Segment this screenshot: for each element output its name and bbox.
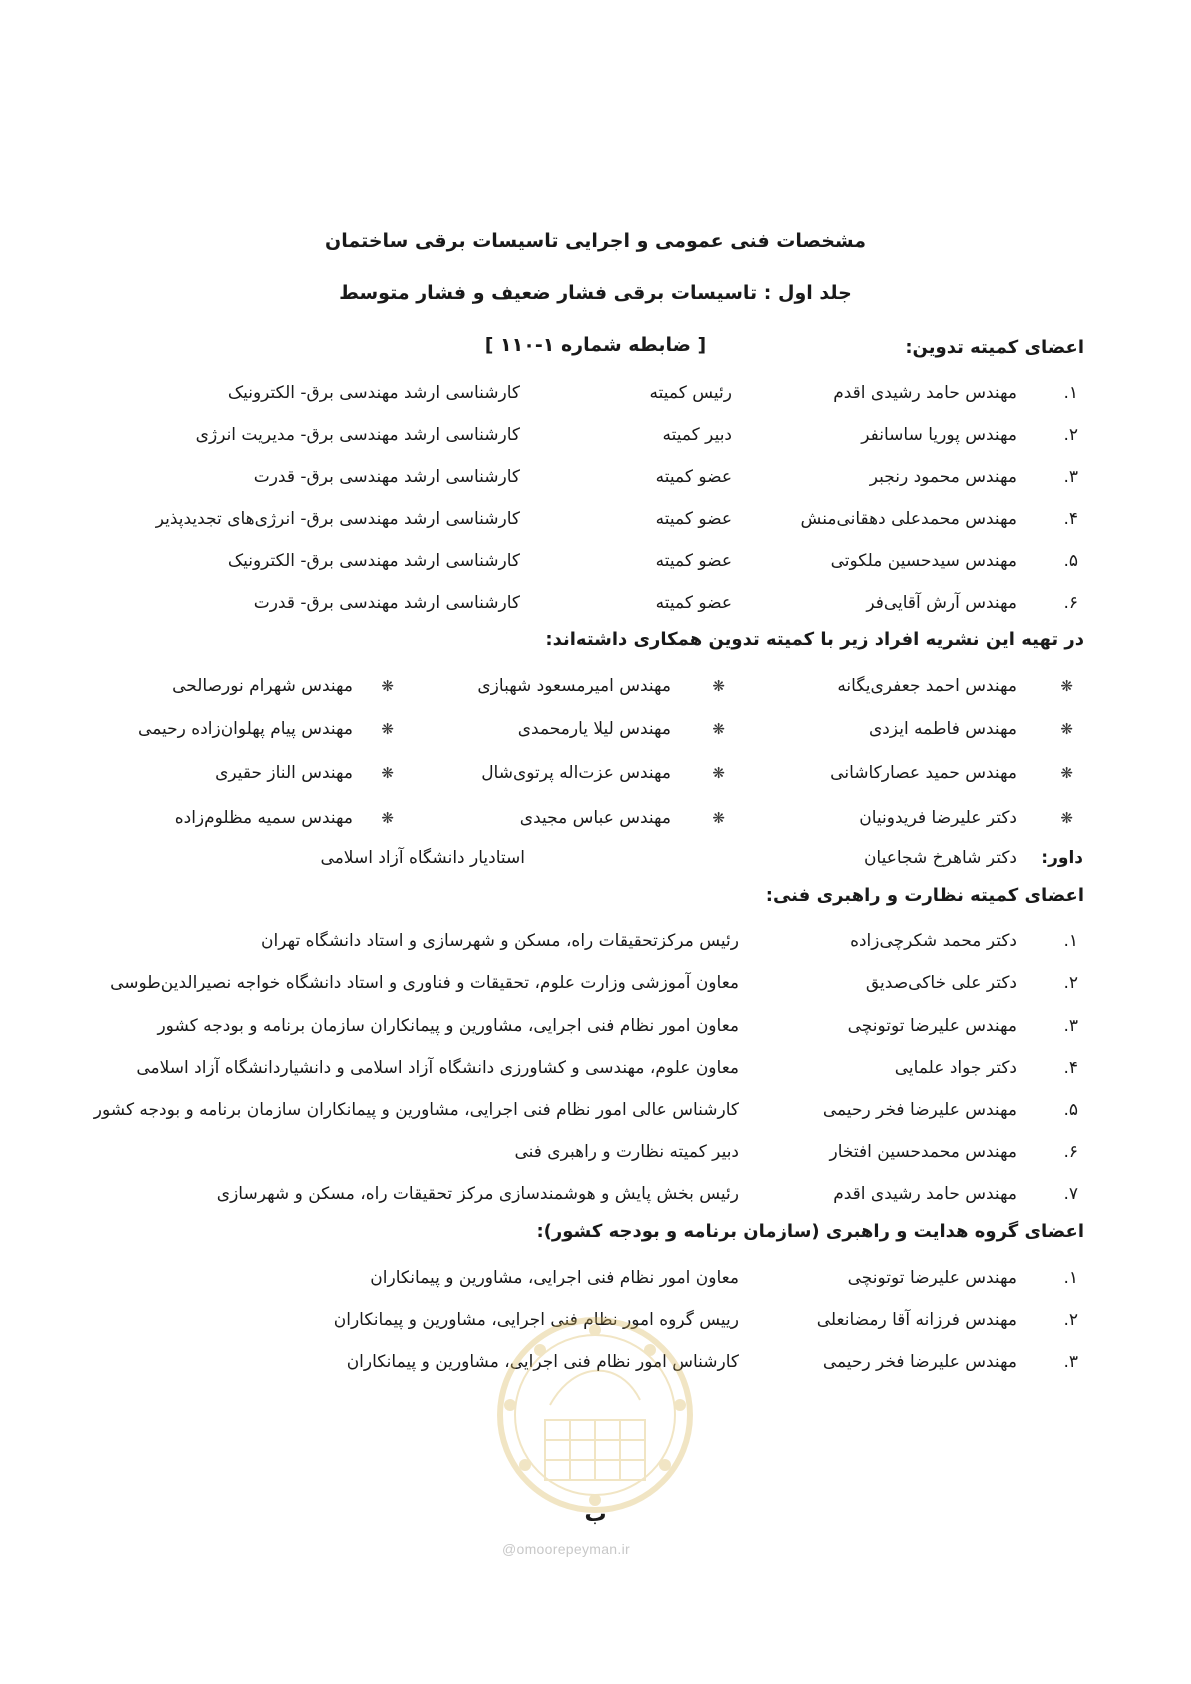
collaborator-name: مهندس شهرام نورصالحی [172, 676, 353, 696]
collaborators-heading: در تهیه این نشریه افراد زیر با کمیته تدوین همکاری داشته‌اند: [545, 629, 1084, 650]
flower-bullet-icon: ❋ [712, 764, 725, 782]
member-position: رئیس بخش پایش و هوشمندسازی مرکز تحقیقات راه، مسکن و شهرسازی [216, 1184, 739, 1204]
flower-bullet-icon: ❋ [712, 720, 725, 738]
member-name: مهندس فرزانه آقا رمضانعلی [816, 1310, 1017, 1330]
member-position: معاون علوم، مهندسی و کشاورزی دانشگاه آزاد اسلامی و دانشیاردانشگاه آزاد اسلامی [136, 1058, 739, 1078]
member-name: مهندس علیرضا فخر رحیمی [822, 1352, 1017, 1372]
committee-member-row [0, 462, 1191, 492]
committee-member-row [0, 588, 1191, 618]
guidance-member-row [0, 1263, 1191, 1293]
member-position: کارشناس عالی امور نظام فنی اجرایی، مشاورین و پیمانکاران سازمان برنامه و بودجه کشور [93, 1100, 739, 1120]
member-number: ۳. [1063, 1016, 1078, 1036]
member-role: عضو کمیته [655, 593, 732, 613]
member-position: رئیس مرکزتحقیقات راه، مسکن و شهرسازی و استاد دانشگاه تهران [261, 931, 739, 951]
page-number: ب [584, 1502, 607, 1527]
member-number: ۲. [1063, 1310, 1078, 1330]
supervision-member-row [0, 1179, 1191, 1209]
member-role: دبیر کمیته [662, 425, 732, 445]
regulation-number: [ ضابطه شماره ۱-۱۱۰ ] [484, 334, 707, 356]
member-name: مهندس آرش آقایی‌فر [866, 593, 1017, 613]
document-title: مشخصات فنی عمومی و اجرایی تاسیسات برقی ساختمان [324, 230, 867, 252]
member-number: ۱. [1063, 931, 1078, 951]
member-position: دبیر کمیته نظارت و راهبری فنی [514, 1142, 739, 1162]
member-number: ۱. [1063, 383, 1078, 403]
member-name: مهندس سیدحسین ملکوتی [830, 551, 1017, 571]
collaborator-name: مهندس حمید عصارکاشانی [830, 763, 1017, 783]
referee-row [0, 843, 1191, 873]
member-number: ۷. [1063, 1184, 1078, 1204]
watermark-text: @omoorepeyman.ir [502, 1541, 630, 1557]
seal-logo-icon [480, 1310, 710, 1520]
committee-member-row [0, 546, 1191, 576]
collaborator-name: مهندس عباس مجیدی [519, 808, 671, 828]
referee-name: دکتر شاهرخ شجاعیان [863, 848, 1017, 868]
member-name: دکتر علی خاکی‌صدیق [865, 973, 1017, 993]
member-position: کارشناس امور نظام فنی اجرایی، مشاورین و پیمانکاران [346, 1352, 739, 1372]
collaborator-name: مهندس الناز حقیری [215, 763, 353, 783]
member-number: ۲. [1063, 425, 1078, 445]
member-degree: کارشناسی ارشد مهندسی برق- الکترونیک [227, 551, 520, 571]
supervision-member-row [0, 1137, 1191, 1167]
flower-bullet-icon: ❋ [381, 677, 394, 695]
member-number: ۳. [1063, 1352, 1078, 1372]
collaborator-name: مهندس فاطمه ایزدی [868, 719, 1017, 739]
member-number: ۶. [1063, 593, 1078, 613]
member-number: ۵. [1063, 1100, 1078, 1120]
referee-label: داور: [1041, 848, 1083, 868]
member-name: دکتر جواد علمایی [894, 1058, 1017, 1078]
member-role: عضو کمیته [655, 467, 732, 487]
member-name: مهندس حامد رشیدی اقدم [833, 383, 1017, 403]
member-position: معاون امور نظام فنی اجرایی، مشاورین و پیمانکاران [370, 1268, 739, 1288]
member-name: مهندس پوریا ساسانفر [861, 425, 1017, 445]
supervision-member-row [0, 1053, 1191, 1083]
member-name: مهندس حامد رشیدی اقدم [833, 1184, 1017, 1204]
flower-bullet-icon: ❋ [1060, 809, 1073, 827]
member-name: دکتر محمد شکرچی‌زاده [850, 931, 1017, 951]
member-position: رییس گروه امور نظام فنی اجرایی، مشاورین و پیمانکاران [333, 1310, 739, 1330]
member-degree: کارشناسی ارشد مهندسی برق- قدرت [253, 467, 520, 487]
member-number: ۴. [1063, 509, 1078, 529]
flower-bullet-icon: ❋ [712, 809, 725, 827]
member-degree: کارشناسی ارشد مهندسی برق- مدیریت انرژی [195, 425, 520, 445]
collaborator-name: مهندس لیلا یارمحمدی [517, 719, 671, 739]
member-name: مهندس علیرضا توتونچی [847, 1016, 1017, 1036]
flower-bullet-icon: ❋ [1060, 720, 1073, 738]
committee-heading: اعضای کمیته تدوین: [905, 337, 1084, 358]
member-name: مهندس علیرضا فخر رحیمی [822, 1100, 1017, 1120]
committee-member-row [0, 504, 1191, 534]
member-name: مهندس محمدحسین افتخار [829, 1142, 1017, 1162]
member-number: ۳. [1063, 467, 1078, 487]
supervision-member-row [0, 968, 1191, 998]
supervision-member-row [0, 1011, 1191, 1041]
collaborators-row [0, 803, 1191, 833]
supervision-member-row [0, 926, 1191, 956]
flower-bullet-icon: ❋ [381, 764, 394, 782]
committee-member-row [0, 420, 1191, 450]
collaborator-name: مهندس پیام پهلوان‌زاده رحیمی [138, 719, 353, 739]
supervision-heading: اعضای کمیته نظارت و راهبری فنی: [765, 885, 1084, 906]
flower-bullet-icon: ❋ [1060, 677, 1073, 695]
member-degree: کارشناسی ارشد مهندسی برق- الکترونیک [227, 383, 520, 403]
member-degree: کارشناسی ارشد مهندسی برق- انرژی‌های تجدیدپذیر [155, 509, 520, 529]
flower-bullet-icon: ❋ [1060, 764, 1073, 782]
collaborator-name: دکتر علیرضا فریدونیان [859, 808, 1017, 828]
flower-bullet-icon: ❋ [381, 809, 394, 827]
flower-bullet-icon: ❋ [712, 677, 725, 695]
member-degree: کارشناسی ارشد مهندسی برق- قدرت [253, 593, 520, 613]
member-name: مهندس علیرضا توتونچی [847, 1268, 1017, 1288]
collaborator-name: مهندس امیرمسعود شهبازی [477, 676, 671, 696]
member-position: معاون امور نظام فنی اجرایی، مشاورین و پیمانکاران سازمان برنامه و بودجه کشور [157, 1016, 739, 1036]
committee-member-row [0, 378, 1191, 408]
member-role: عضو کمیته [655, 509, 732, 529]
collaborators-row [0, 758, 1191, 788]
collaborators-row [0, 671, 1191, 701]
member-position: معاون آموزشی وزارت علوم، تحقیقات و فناوری و استاد دانشگاه خواجه نصیرالدین‌طوسی [110, 973, 739, 993]
member-name: مهندس محمود رنجبر [869, 467, 1017, 487]
member-name: مهندس محمدعلی دهقانی‌منش [800, 509, 1017, 529]
flower-bullet-icon: ❋ [381, 720, 394, 738]
volume-title: جلد اول : تاسیسات برقی فشار ضعیف و فشار متوسط [339, 282, 852, 304]
member-role: رئیس کمیته [649, 383, 732, 403]
collaborators-row [0, 714, 1191, 744]
member-role: عضو کمیته [655, 551, 732, 571]
guidance-heading: اعضای گروه هدایت و راهبری (سازمان برنامه و بودجه کشور): [536, 1221, 1084, 1242]
supervision-member-row [0, 1095, 1191, 1125]
member-number: ۲. [1063, 973, 1078, 993]
member-number: ۴. [1063, 1058, 1078, 1078]
member-number: ۶. [1063, 1142, 1078, 1162]
member-number: ۵. [1063, 551, 1078, 571]
member-number: ۱. [1063, 1268, 1078, 1288]
referee-title: استادیار دانشگاه آزاد اسلامی [320, 848, 525, 868]
collaborator-name: مهندس سمیه مظلوم‌زاده [174, 808, 353, 828]
collaborator-name: مهندس عزت‌اله پرتوی‌شال [481, 763, 671, 783]
collaborator-name: مهندس احمد جعفری‌یگانه [837, 676, 1017, 696]
